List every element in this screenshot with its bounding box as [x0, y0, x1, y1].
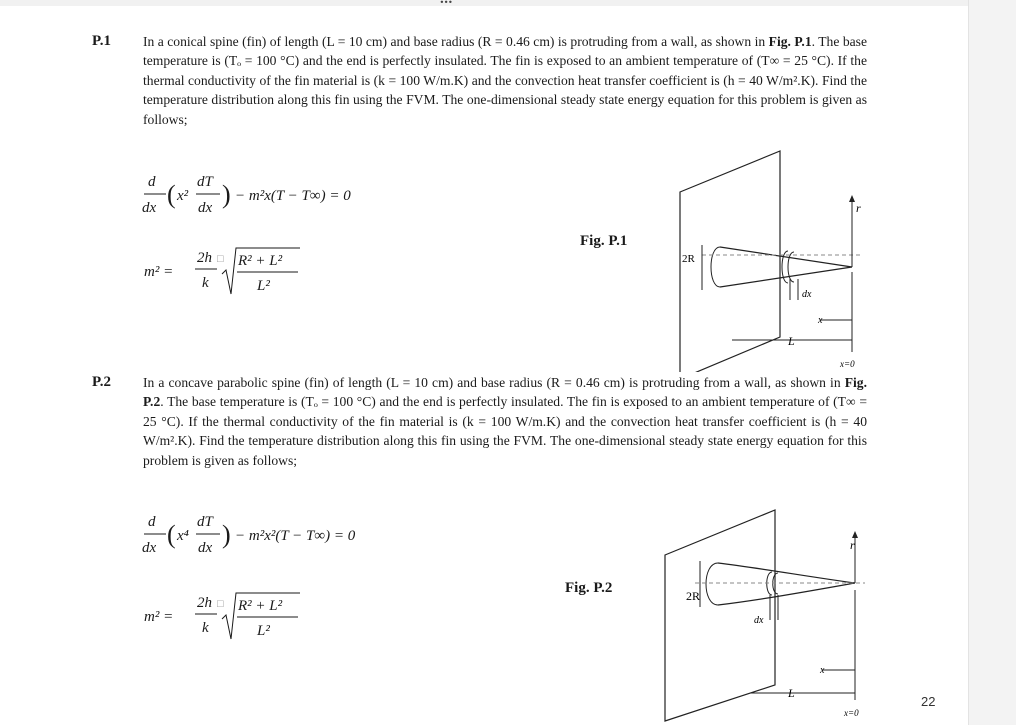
eq2-root-den: L²: [257, 623, 270, 639]
fig1-x0-label: x=0: [840, 359, 855, 369]
eq1-root-den: L²: [257, 278, 270, 294]
problem-2-label: P.2: [92, 374, 112, 390]
eq1-m2: m² =: [144, 264, 174, 280]
problem-2-text-a: In a concave parabolic spine (fin) of length (L = 10 cm) and base radius (R = 0.46 cm) is protruding from a wall, as shown in: [143, 375, 845, 390]
eq2-dx: dx: [142, 540, 157, 556]
fig2-x-label: x: [820, 665, 825, 676]
fig1-L-label: L: [788, 334, 795, 348]
eq1-tail: − m²x(T − T∞) = 0: [235, 188, 351, 204]
figure-2-caption: Fig. P.2: [565, 580, 613, 596]
figure-1-caption: Fig. P.1: [580, 233, 628, 249]
eq1-xpow: x²: [177, 188, 189, 204]
problem-2-text: [143, 373, 867, 470]
svg-text:(: (: [167, 180, 176, 209]
page-number: 22: [921, 694, 936, 709]
figure-2-parabolic-fin: [650, 495, 880, 723]
eq2-2h: 2h: [197, 595, 212, 611]
problem-2-text-b: . The base temperature is (Tₒ = 100 °C) and the end is perfectly insulated. The fin is exposed to an ambient temperature of (T∞ = 25 °C). If the thermal conductivity of the fin material is (k = 100 W/m.K) and the convection heat transfer coefficient is (h = 40 W/m².K). Find the temperature distribution along this fin using the FVM. The one-dimensional steady state energy equation for this problem is given as follows;: [143, 394, 867, 468]
svg-text:): ): [222, 180, 231, 209]
eq2-d: d: [148, 514, 156, 530]
problem-1-equations: [140, 166, 410, 306]
eq1-dx2: dx: [198, 200, 213, 216]
problem-1-fig-ref: Fig. P.1: [768, 34, 812, 49]
problem-1-label: P.1: [92, 33, 112, 49]
fig1-dx-label: dx: [802, 289, 812, 300]
fig2-dx-label: dx: [754, 615, 764, 626]
right-scroll-margin: [968, 0, 1016, 725]
eq2-root-num: R² + L²: [238, 598, 283, 614]
eq2-tail: − m²x²(T − T∞) = 0: [235, 528, 356, 544]
eq1-root-num: R² + L²: [238, 253, 283, 269]
eq1-k: k: [202, 275, 209, 291]
eq2-k: k: [202, 620, 209, 636]
svg-text:): ): [222, 520, 231, 549]
eq1-dx: dx: [142, 200, 157, 216]
top-text-fragment: [440, 0, 453, 8]
top-frame: [0, 0, 1016, 6]
eq2-xpow: x⁴: [177, 528, 189, 544]
fig1-r-label: r: [856, 201, 861, 215]
figure-1-cone-fin: [672, 147, 872, 372]
fig2-2r-label: 2R: [686, 589, 701, 603]
problem-1-text-b: . The base temperature is (Tₒ = 100 °C) and the end is perfectly insulated. The fin is exposed to an ambient temperature of (T∞ = 25 °C). If the thermal conductivity of the fin material is (k = 100 W/m.K) and the convection heat transfer coefficient is (h = 40 W/m².K). Find the temperature distribution along this fin using the FVM. The one-dimensional steady state energy equation for this problem is given as follows;: [143, 34, 867, 127]
svg-text:(: (: [167, 520, 176, 549]
eq2-m2: m² =: [144, 609, 174, 625]
eq1-2h: 2h: [197, 250, 212, 266]
fig1-2r-label: 2R: [682, 253, 695, 265]
eq1-box: □: [217, 253, 224, 265]
fig2-L-label: L: [788, 686, 795, 700]
eq1-dT: dT: [197, 174, 213, 190]
problem-2-fig-ref: Fig. P.2: [143, 375, 867, 410]
fig2-r-label: r: [850, 538, 855, 552]
problem-2-equations: [140, 506, 420, 646]
fig1-x-label: x: [818, 315, 823, 326]
eq2-box: □: [217, 598, 224, 610]
problem-1-text-a: In a conical spine (fin) of length (L = 10 cm) and base radius (R = 0.46 cm) is protruding from a wall, as shown in: [143, 34, 769, 49]
eq2-dT: dT: [197, 514, 213, 530]
eq2-dx2: dx: [198, 540, 213, 556]
problem-1-text: [143, 32, 867, 129]
eq1-d: d: [148, 174, 156, 190]
fig2-x0-label: x=0: [844, 708, 859, 718]
